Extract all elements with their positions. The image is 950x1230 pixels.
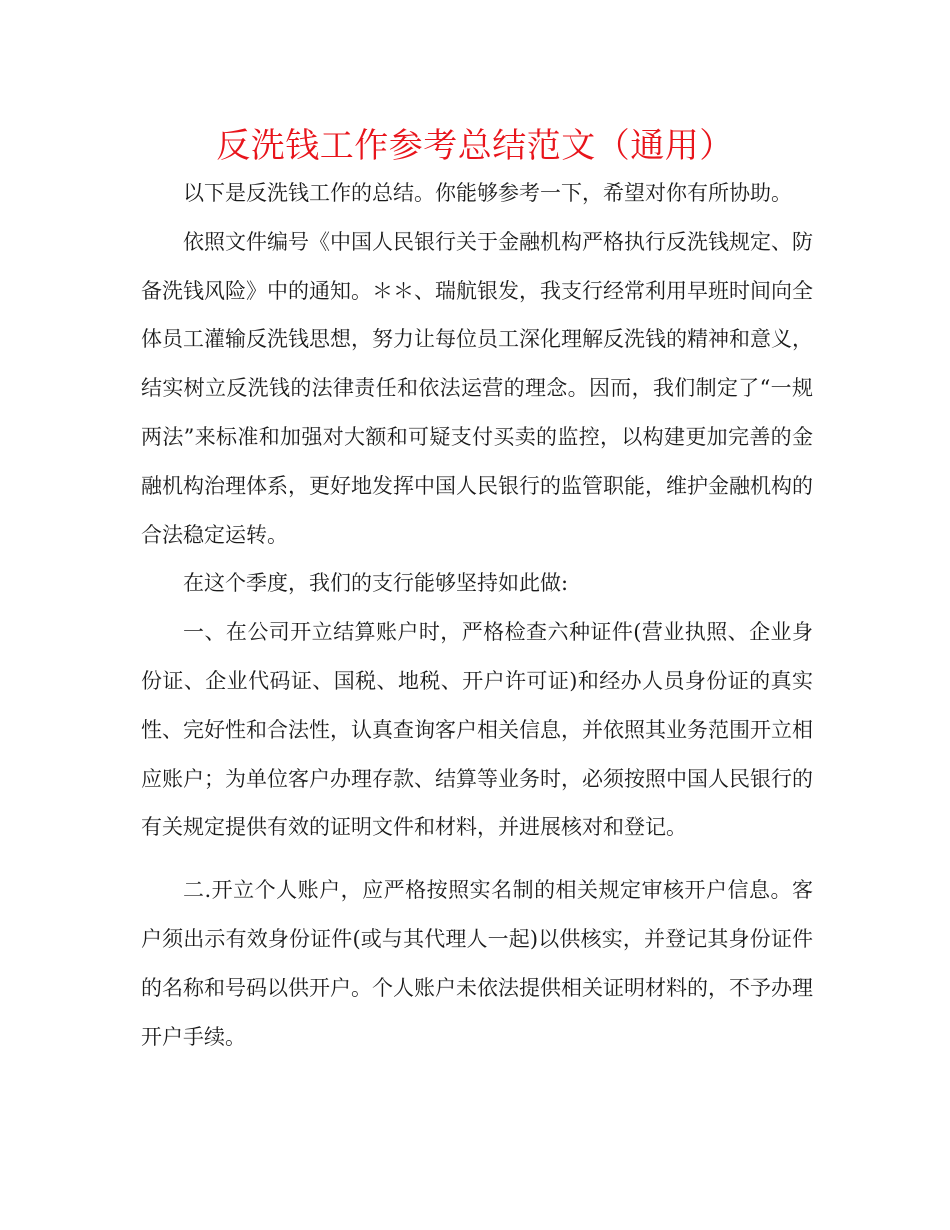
paragraph-personal-accounts: 二.开立个人账户，应严格按照实名制的相关规定审核开户信息。客户须出示有效身份证件(或与其代理人一起)以供核实，并登记其身份证件的名称和号码以供开户。个人账户未依法提供相关证明材料的，不予办理开户手续。: [141, 878, 813, 1049]
paragraph-notice: 依照文件编号《中国人民银行关于金融机构严格执行反洗钱规定、防备洗钱风险》中的通知。＊＊、瑞航银发，我支行经常利用早班时间向全体员工灌输反洗钱思想，努力让每位员工深化理解反洗钱的精神和意义，结实树立反洗钱的法律责任和依法运营的理念。因而，我们制定了“一规两法”来标准和加强对大额和可疑支付买卖的监控，以构建更加完善的金融机构治理体系，更好地发挥中国人民银行的监管职能，维护金融机构的合法稳定运转。: [141, 229, 813, 547]
paragraph-quarter: 在这个季度，我们的支行能够坚持如此做:: [183, 571, 569, 596]
document-title: 反洗钱工作参考总结范文（通用）: [216, 126, 734, 166]
document-body: [141, 169, 813, 1061]
paragraph-corporate-accounts: 一、在公司开立结算账户时，严格检查六种证件(营业执照、企业身份证、企业代码证、国税、地税、开户许可证)和经办人员身份证的真实性、完好性和合法性，认真查询客户相关信息，并依照其业务范围开立相应账户；为单位客户办理存款、结算等业务时，必须按照中国人民银行的有关规定提供有效的证明文件和材料，并进展核对和登记。: [141, 620, 813, 840]
paragraph-intro: 以下是反洗钱工作的总结。你能够参考一下，希望对你有所协助。: [183, 181, 792, 205]
